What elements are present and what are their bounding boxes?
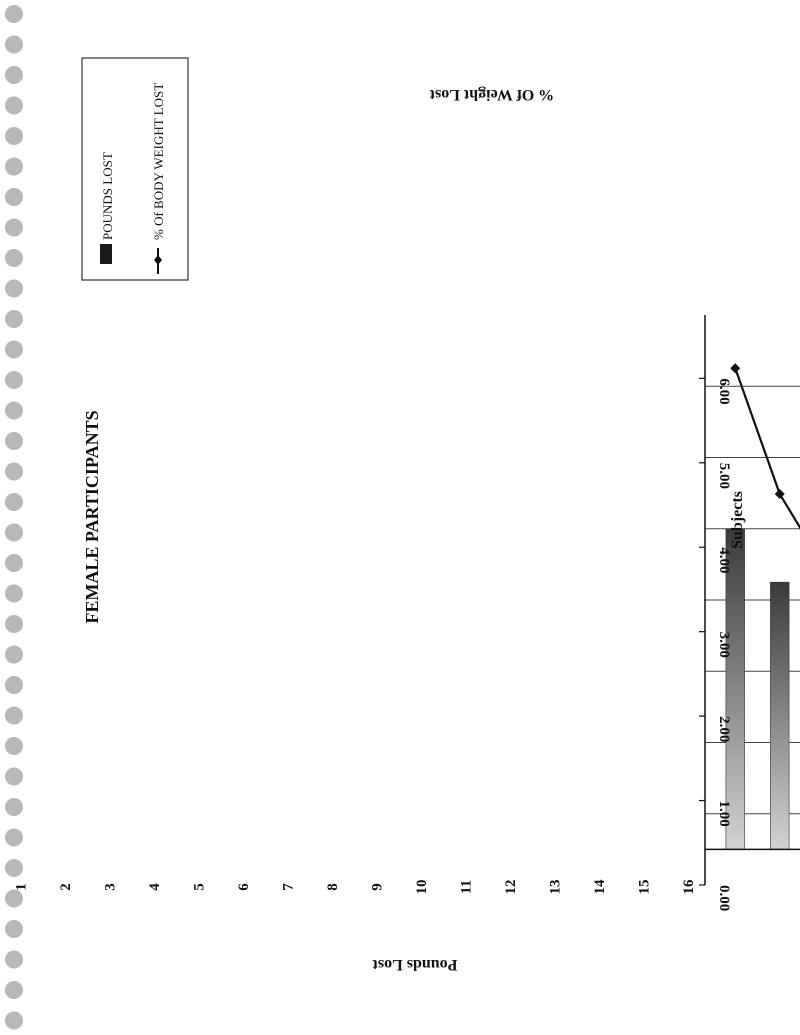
x-tick-label-subject-13: 13 bbox=[547, 879, 564, 895]
legend-box bbox=[82, 58, 188, 280]
bar-series bbox=[726, 529, 800, 850]
x-tick-label-subject-4: 4 bbox=[146, 883, 163, 891]
x-tick-label-subject-1: 1 bbox=[13, 883, 30, 891]
x-tick-label-subject-15: 15 bbox=[636, 879, 653, 895]
y2-tick-label: 2.00 bbox=[716, 716, 732, 743]
x-tick-label-subject-16: 16 bbox=[680, 879, 697, 895]
bar-subject-15 bbox=[770, 582, 789, 849]
chart-title: FEMALE PARTICIPANTS bbox=[82, 410, 102, 624]
x-tick-label-subject-14: 14 bbox=[591, 879, 608, 895]
x-tick-label-subject-9: 9 bbox=[369, 883, 386, 891]
legend-bar-swatch bbox=[100, 244, 112, 264]
legend-label-percent: % Of BODY WEIGHT LOST bbox=[151, 82, 166, 240]
x-tick-label-subject-10: 10 bbox=[413, 879, 430, 895]
line-point-subject-16 bbox=[730, 363, 740, 373]
y2-tick-label: 0.00 bbox=[716, 885, 732, 912]
line-point-subject-15 bbox=[775, 489, 785, 499]
x-tick-label-subject-6: 6 bbox=[235, 883, 252, 891]
legend-label-pounds: POUNDS LOST bbox=[100, 152, 115, 240]
y2-tick-label: 1.00 bbox=[716, 800, 732, 827]
y2-axis-title: % Of Weight Lost bbox=[429, 86, 555, 103]
legend bbox=[82, 58, 188, 280]
percent-line bbox=[735, 368, 800, 775]
x-tick-label-subject-12: 12 bbox=[502, 879, 519, 895]
x-tick-label-subject-3: 3 bbox=[102, 883, 119, 891]
x-tick-label-subject-5: 5 bbox=[191, 883, 208, 891]
x-tick-label-subject-8: 8 bbox=[324, 883, 341, 891]
y2-tick-label: 6.00 bbox=[716, 378, 732, 405]
y2-tick-label: 5.00 bbox=[716, 462, 732, 490]
tick-labels bbox=[0, 281, 732, 911]
x-tick-label-subject-11: 11 bbox=[458, 879, 475, 895]
y-axis-title: Pounds Lost bbox=[372, 956, 458, 973]
x-tick-label-subject-2: 2 bbox=[57, 883, 74, 891]
x-axis-title: Subjects bbox=[729, 491, 746, 549]
y2-tick-label: 3.00 bbox=[716, 631, 732, 658]
y2-tick-label: 4.00 bbox=[716, 547, 732, 574]
x-tick-label-subject-7: 7 bbox=[280, 883, 297, 891]
